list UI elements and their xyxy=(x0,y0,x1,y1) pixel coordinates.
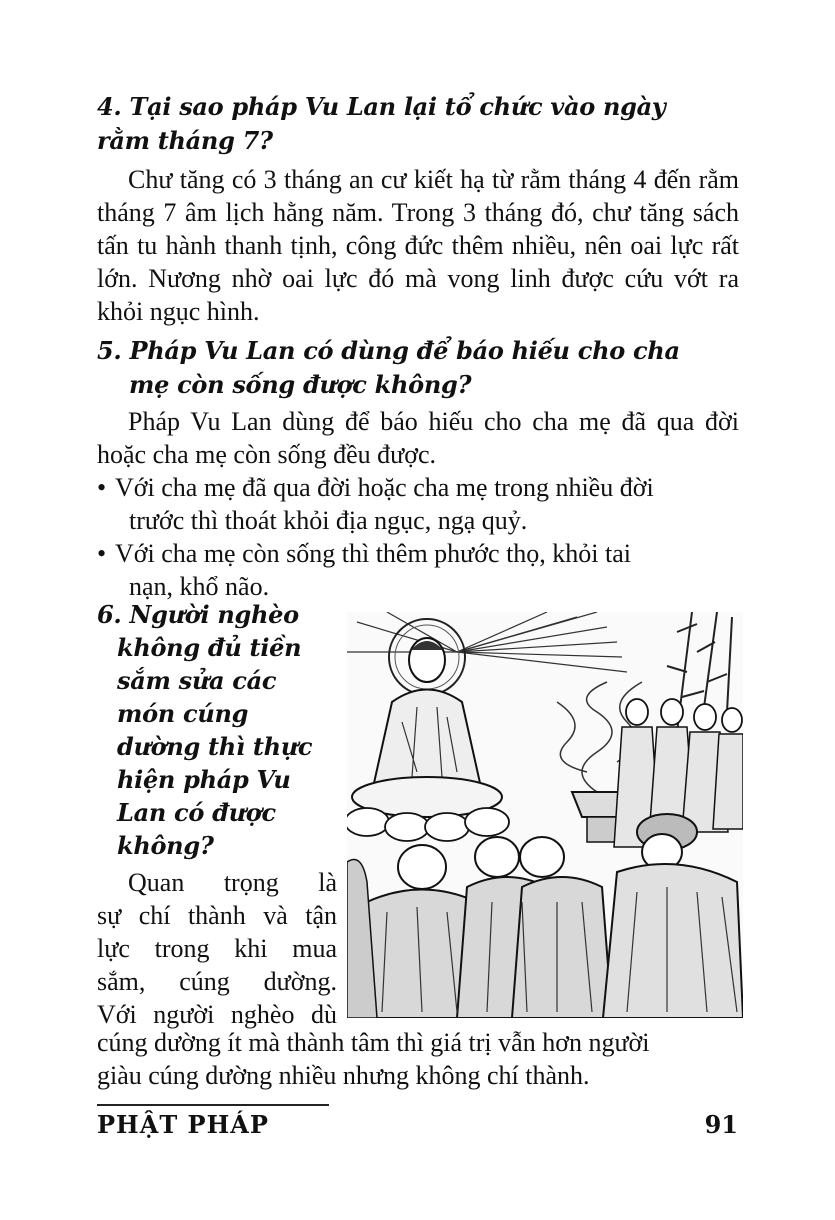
answer-6-line: sắm, cúng dường. xyxy=(97,967,337,996)
bullet-1-line-1: Với cha mẹ đã qua đời hoặc cha mẹ trong nhiều đời xyxy=(115,473,654,502)
answer-6-wrapped xyxy=(97,866,337,1031)
question-6-line: không? xyxy=(117,831,214,860)
bullet-1-line-2: trước thì thoát khỏi địa ngục, ngạ quỷ. xyxy=(129,506,528,535)
answer-4-paragraph xyxy=(97,163,739,328)
answer-5-text: Pháp Vu Lan dùng để báo hiếu cho cha mẹ đã qua đời hoặc cha mẹ còn sống đều được. xyxy=(97,407,739,469)
question-4-line-1: 4. Tại sao pháp Vu Lan lại tổ chức vào ngày xyxy=(97,92,666,121)
question-6-line: món cúng xyxy=(117,699,249,728)
bullet-icon: • xyxy=(97,473,107,502)
answer-6-line: Quan trọng là xyxy=(128,868,337,897)
question-4-heading xyxy=(97,90,747,158)
question-6-line: hiện pháp Vu xyxy=(117,765,291,794)
answer-4-text: Chư tăng có 3 tháng an cư kiết hạ từ rằm tháng 4 đến rằm tháng 7 âm lịch hằng năm. Trong 3 tháng đó, chư tăng sách tấn tu hành thanh tịnh, công đức thêm nhiều, nên oai lực rất lớn. Nương nhờ oai lực đó mà vong linh được cứu vớt ra khỏi ngục hình. xyxy=(97,165,739,326)
answer-6-continuation xyxy=(97,1026,739,1092)
footer-book-title: PHẬT PHÁP xyxy=(97,1110,269,1139)
question-6-line: sắm sửa các xyxy=(117,666,277,695)
answer-6-line: sự chí thành và tận xyxy=(97,901,337,930)
question-5-heading xyxy=(97,334,747,402)
question-6-heading xyxy=(97,598,337,862)
answer-5-paragraph xyxy=(97,405,739,471)
bullet-icon: • xyxy=(97,539,107,568)
bullet-item-2 xyxy=(97,537,739,603)
question-6-line: 6. Người nghèo xyxy=(97,600,299,629)
question-5-line-2: mẹ còn sống được không? xyxy=(129,370,472,399)
question-6-line: không đủ tiền xyxy=(117,633,302,662)
bullet-2-line-1: Với cha mẹ còn sống thì thêm phước thọ, khỏi tai xyxy=(115,539,632,568)
question-6-line: dường thì thực xyxy=(117,732,313,761)
illustration-buddha-assembly xyxy=(347,612,743,1018)
illustration-image xyxy=(347,612,743,1018)
question-4-line-2: rằm tháng 7? xyxy=(97,126,273,155)
answer-6-line: Với người nghèo dù xyxy=(97,1000,337,1029)
answer-6-full-line-1: cúng dường ít mà thành tâm thì giá trị vẫn hơn người xyxy=(97,1028,650,1057)
question-6-line: Lan có được xyxy=(117,798,276,827)
page-number: 91 xyxy=(704,1110,738,1139)
question-5-line-1: 5. Pháp Vu Lan có dùng để báo hiếu cho cha xyxy=(97,336,680,365)
footer-divider xyxy=(97,1104,329,1106)
answer-6-full-line-2: giàu cúng dường nhiều nhưng không chí thành. xyxy=(97,1061,590,1090)
bullet-2-line-2: nạn, khổ não. xyxy=(129,572,270,601)
answer-6-line: lực trong khi mua xyxy=(97,934,337,963)
bullet-item-1 xyxy=(97,471,739,537)
